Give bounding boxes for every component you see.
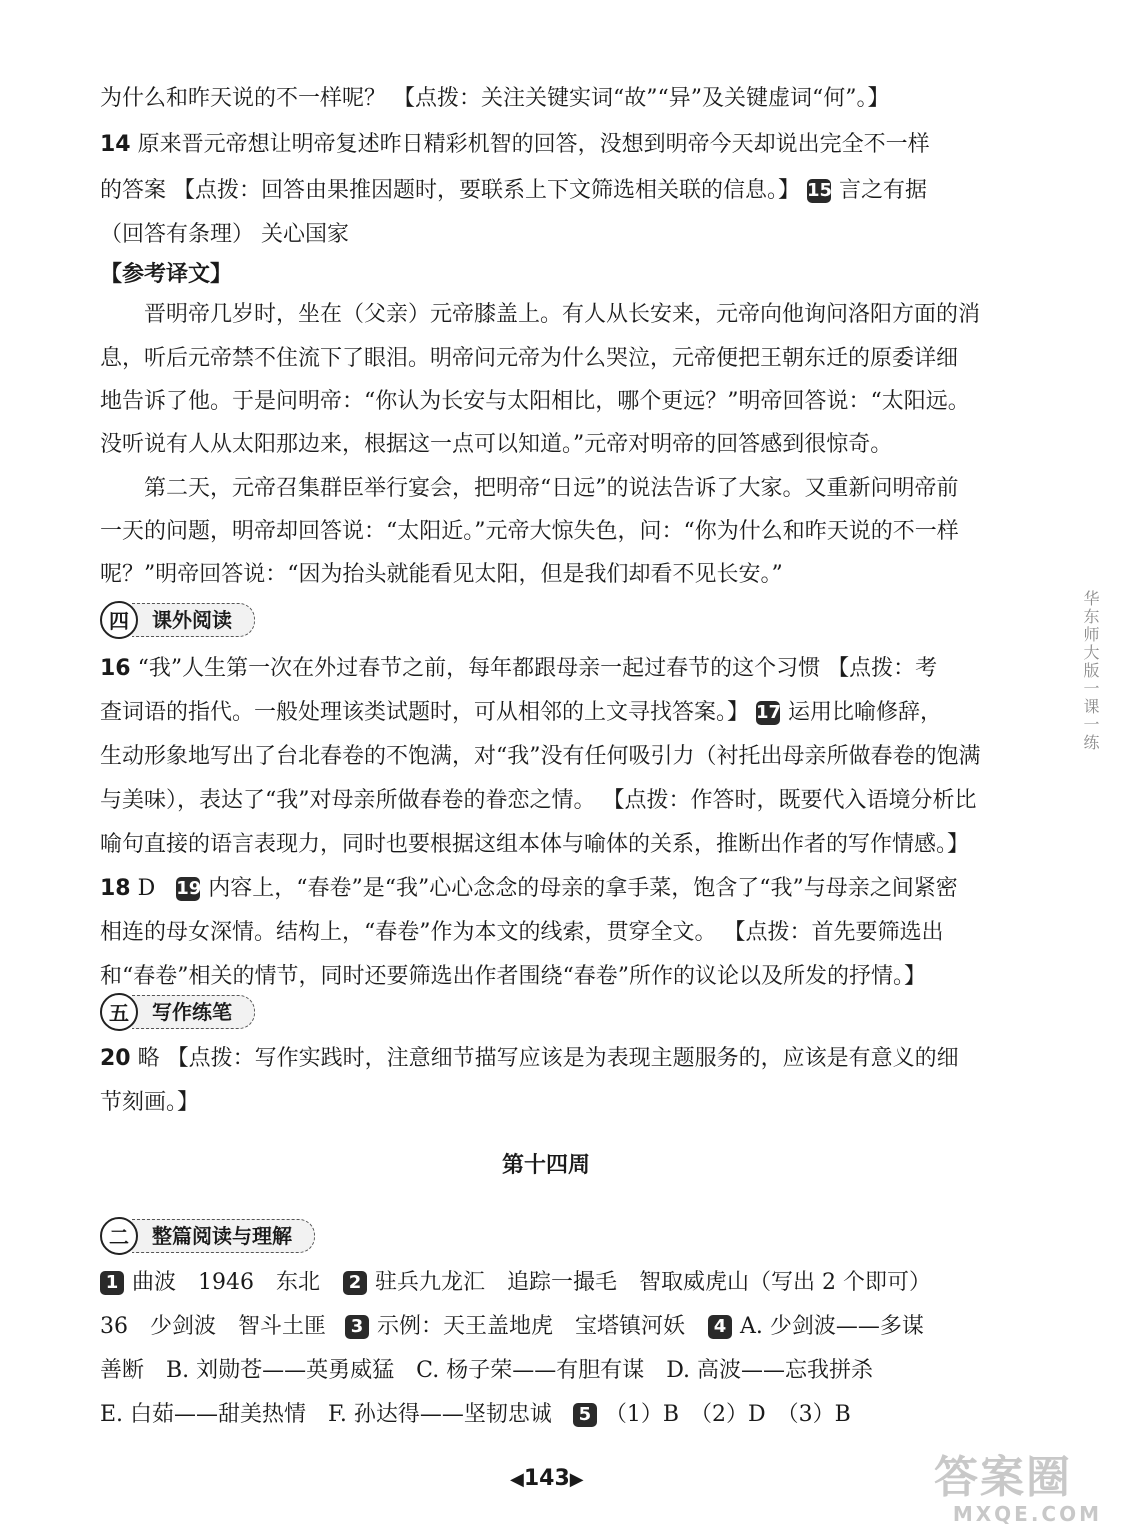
section-title: 写作练笔 <box>132 995 255 1029</box>
paragraph-line: 晋明帝几岁时，坐在（父亲）元帝膝盖上。有人从长安来，元帝向他询问洛阳方面的消 <box>144 302 981 327</box>
right-arrow-icon: ▶ <box>569 1469 584 1490</box>
question-number-box: 4 <box>708 1315 732 1339</box>
question-number: 16 <box>100 656 131 681</box>
section-heading-5 <box>100 992 255 1032</box>
question-number: 20 <box>100 1046 131 1071</box>
text-line: 与美味），表达了“我”对母亲所做春卷的眷恋之情。 【点拨：作答时，既要代入语境分析比 <box>100 788 977 813</box>
answer-14: 14 原来晋元帝想让明帝复述昨日精彩机智的回答，没想到明帝今天却说出完全不一样 <box>100 132 930 157</box>
question-number-box: 15 <box>807 180 833 201</box>
paragraph-line: 呢？”明帝回答说：“因为抬头就能看见太阳，但是我们却看不见长安。” <box>100 562 783 587</box>
answer-3-4: 36 少剑波 智斗土匪 3 示例：天王盖地虎 宝塔镇河妖 4 A. 少剑波——多谋 <box>100 1314 924 1339</box>
section-number: 五 <box>100 993 138 1031</box>
question-number-box: 17 <box>756 702 782 723</box>
text-line: 查词语的指代。一般处理该类试题时，可从相邻的上文寻找答案。】 17 运用比喻修辞， <box>100 700 943 725</box>
question-number-box: 19 <box>176 878 202 899</box>
text-line: 相连的母女深情。结构上，“春卷”作为本文的线索，贯穿全文。 【点拨：首先要筛选出 <box>100 920 944 945</box>
paragraph-line: 地告诉了他。于是问明帝：“你认为长安与太阳相比，哪个更远？”明帝回答说：“太阳远。 <box>100 389 970 414</box>
paragraph-line: 一天的问题，明帝却回答说：“太阳近。”元帝大惊失色，问：“你为什么和昨天说的不一样 <box>100 519 959 544</box>
question-number-box: 2 <box>343 1271 367 1295</box>
paragraph-line: 第二天，元帝召集群臣举行宴会，把明帝“日远”的说法告诉了大家。又重新问明帝前 <box>144 476 959 501</box>
answer-20: 20 略 【点拨：写作实践时，注意细节描写应该是为表现主题服务的，应该是有意义的细 <box>100 1046 959 1071</box>
paragraph-line: 没听说有人从太阳那边来，根据这一点可以知道。”元帝对明帝的回答感到很惊奇。 <box>100 432 893 457</box>
section-title: 课外阅读 <box>132 603 255 637</box>
text-line: 生动形象地写出了台北春卷的不饱满，对“我”没有任何吸引力（衬托出母亲所做春卷的饱满 <box>100 744 981 769</box>
text-line: （回答有条理） 关心国家 <box>100 222 349 247</box>
answer-1-2: 1 曲波 1946 东北 2 驻兵九龙汇 追踪一撮毛 智取威虎山（写出 2 个即可） <box>100 1268 931 1298</box>
question-number: 14 <box>100 132 131 157</box>
text-line: 和“春卷”相关的情节，同时还要筛选出作者围绕“春卷”所作的议论以及所发的抒情。】 <box>100 964 926 989</box>
question-number-box: 1 <box>100 1271 124 1295</box>
answer-16: 16 “我”人生第一次在外过春节之前，每年都跟母亲一起过春节的这个习惯 【点拨：考 <box>100 656 938 681</box>
text-line: 为什么和昨天说的不一样呢？ 【点拨：关注关键实词“故”“异”及关键虚词“何”。】 <box>100 86 890 111</box>
watermark-logo <box>934 1454 1114 1524</box>
paragraph-line: 息，听后元帝禁不住流下了眼泪。明帝问元帝为什么哭泣，元帝便把王朝东迁的原委详细 <box>100 346 959 371</box>
section-heading-2 <box>100 1216 315 1256</box>
watermark-url: MXQE.COM <box>952 1502 1102 1526</box>
text-line: 节刻画。】 <box>100 1090 200 1115</box>
text-line: 善断 B. 刘勋苍——英勇威猛 C. 杨子荣——有胆有谋 D. 高波——忘我拼杀 <box>100 1358 874 1383</box>
question-number-box: 5 <box>573 1403 597 1427</box>
page-number: ◀143▶ <box>510 1466 584 1491</box>
reference-translation-title: 【参考译文】 <box>100 262 233 287</box>
section-number: 二 <box>100 1217 138 1255</box>
week-title: 第十四周 <box>501 1152 590 1178</box>
section-number: 四 <box>100 601 138 639</box>
answer-5: E. 白茹——甜美热情 F. 孙达得——坚韧忠诚 5 （1）B （2）D （3）B <box>100 1402 851 1427</box>
section-title: 整篇阅读与理解 <box>132 1219 315 1253</box>
question-number: 18 <box>100 876 131 901</box>
watermark-text: 答案圈 <box>934 1452 1072 1503</box>
book-series-label: 华东师大版一课一练 <box>1081 590 1100 752</box>
text-line: 的答案 【点拨：回答由果推因题时，要联系上下文筛选相关联的信息。】 15 言之有据 <box>100 178 928 203</box>
text-line: 喻句直接的语言表现力，同时也要根据这组本体与喻体的关系，推断出作者的写作情感。】 <box>100 832 970 857</box>
left-arrow-icon: ◀ <box>510 1469 524 1490</box>
answer-18-19: 18 D 19 内容上，“春卷”是“我”心心念念的母亲的拿手菜，饱含了“我”与母亲之间紧密 <box>100 876 958 901</box>
section-heading-4 <box>100 600 255 640</box>
question-number-box: 3 <box>345 1315 369 1339</box>
